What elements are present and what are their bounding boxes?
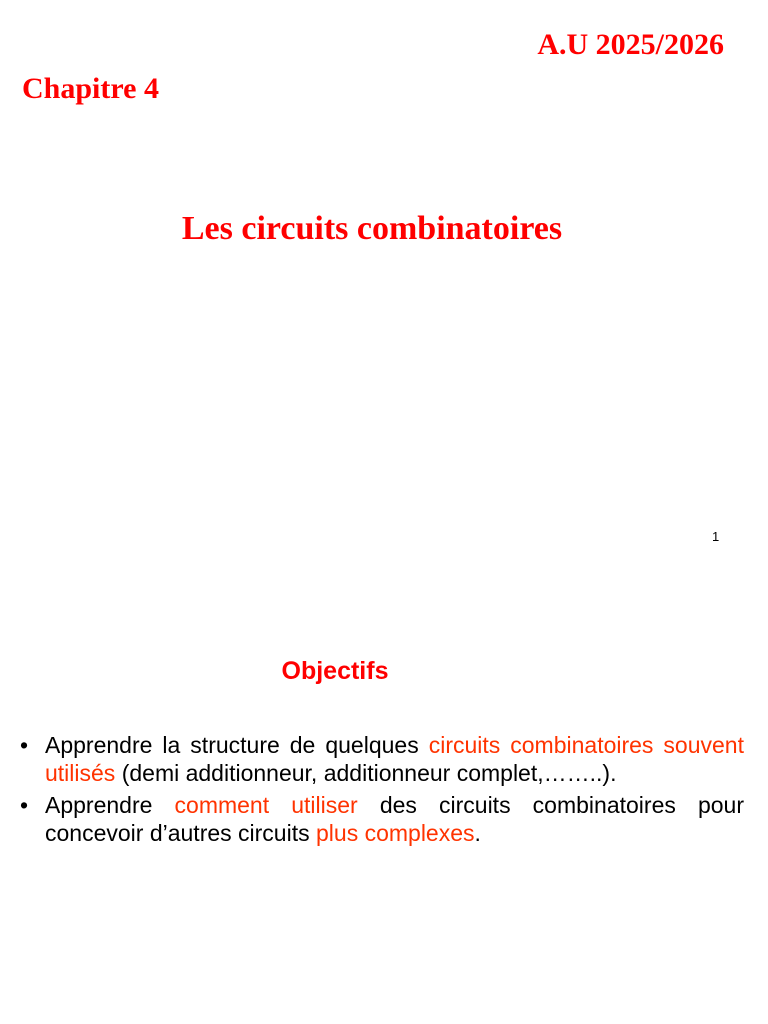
- objective-text: Apprendre: [45, 792, 175, 818]
- objective-text: des circuits combinatoires pour concevoir d’autres circuits: [45, 792, 745, 846]
- objective-text: (demi additionneur, additionneur complet,……..).: [115, 760, 617, 786]
- page-number: 1: [712, 529, 720, 544]
- objective-highlight: circuits combinatoires souvent utilisés: [45, 732, 744, 786]
- slide-title: Les circuits combinatoires: [181, 210, 563, 247]
- objective-text: Apprendre la structure de quelques: [45, 732, 429, 758]
- objective-highlight: plus complexes: [316, 820, 475, 846]
- objectives-heading: Objectifs: [281, 657, 389, 685]
- objective-highlight: comment utiliser: [174, 792, 358, 818]
- objective-item: [18, 791, 744, 847]
- objective-item: [18, 731, 744, 787]
- bullet-icon: •: [20, 792, 29, 818]
- objectives-list: [18, 731, 744, 851]
- slide-2: [0, 585, 768, 1024]
- objective-text: .: [474, 820, 481, 846]
- bullet-icon: •: [20, 732, 29, 758]
- academic-year: A.U 2025/2026: [537, 28, 724, 61]
- chapter-label: Chapitre 4: [22, 72, 159, 105]
